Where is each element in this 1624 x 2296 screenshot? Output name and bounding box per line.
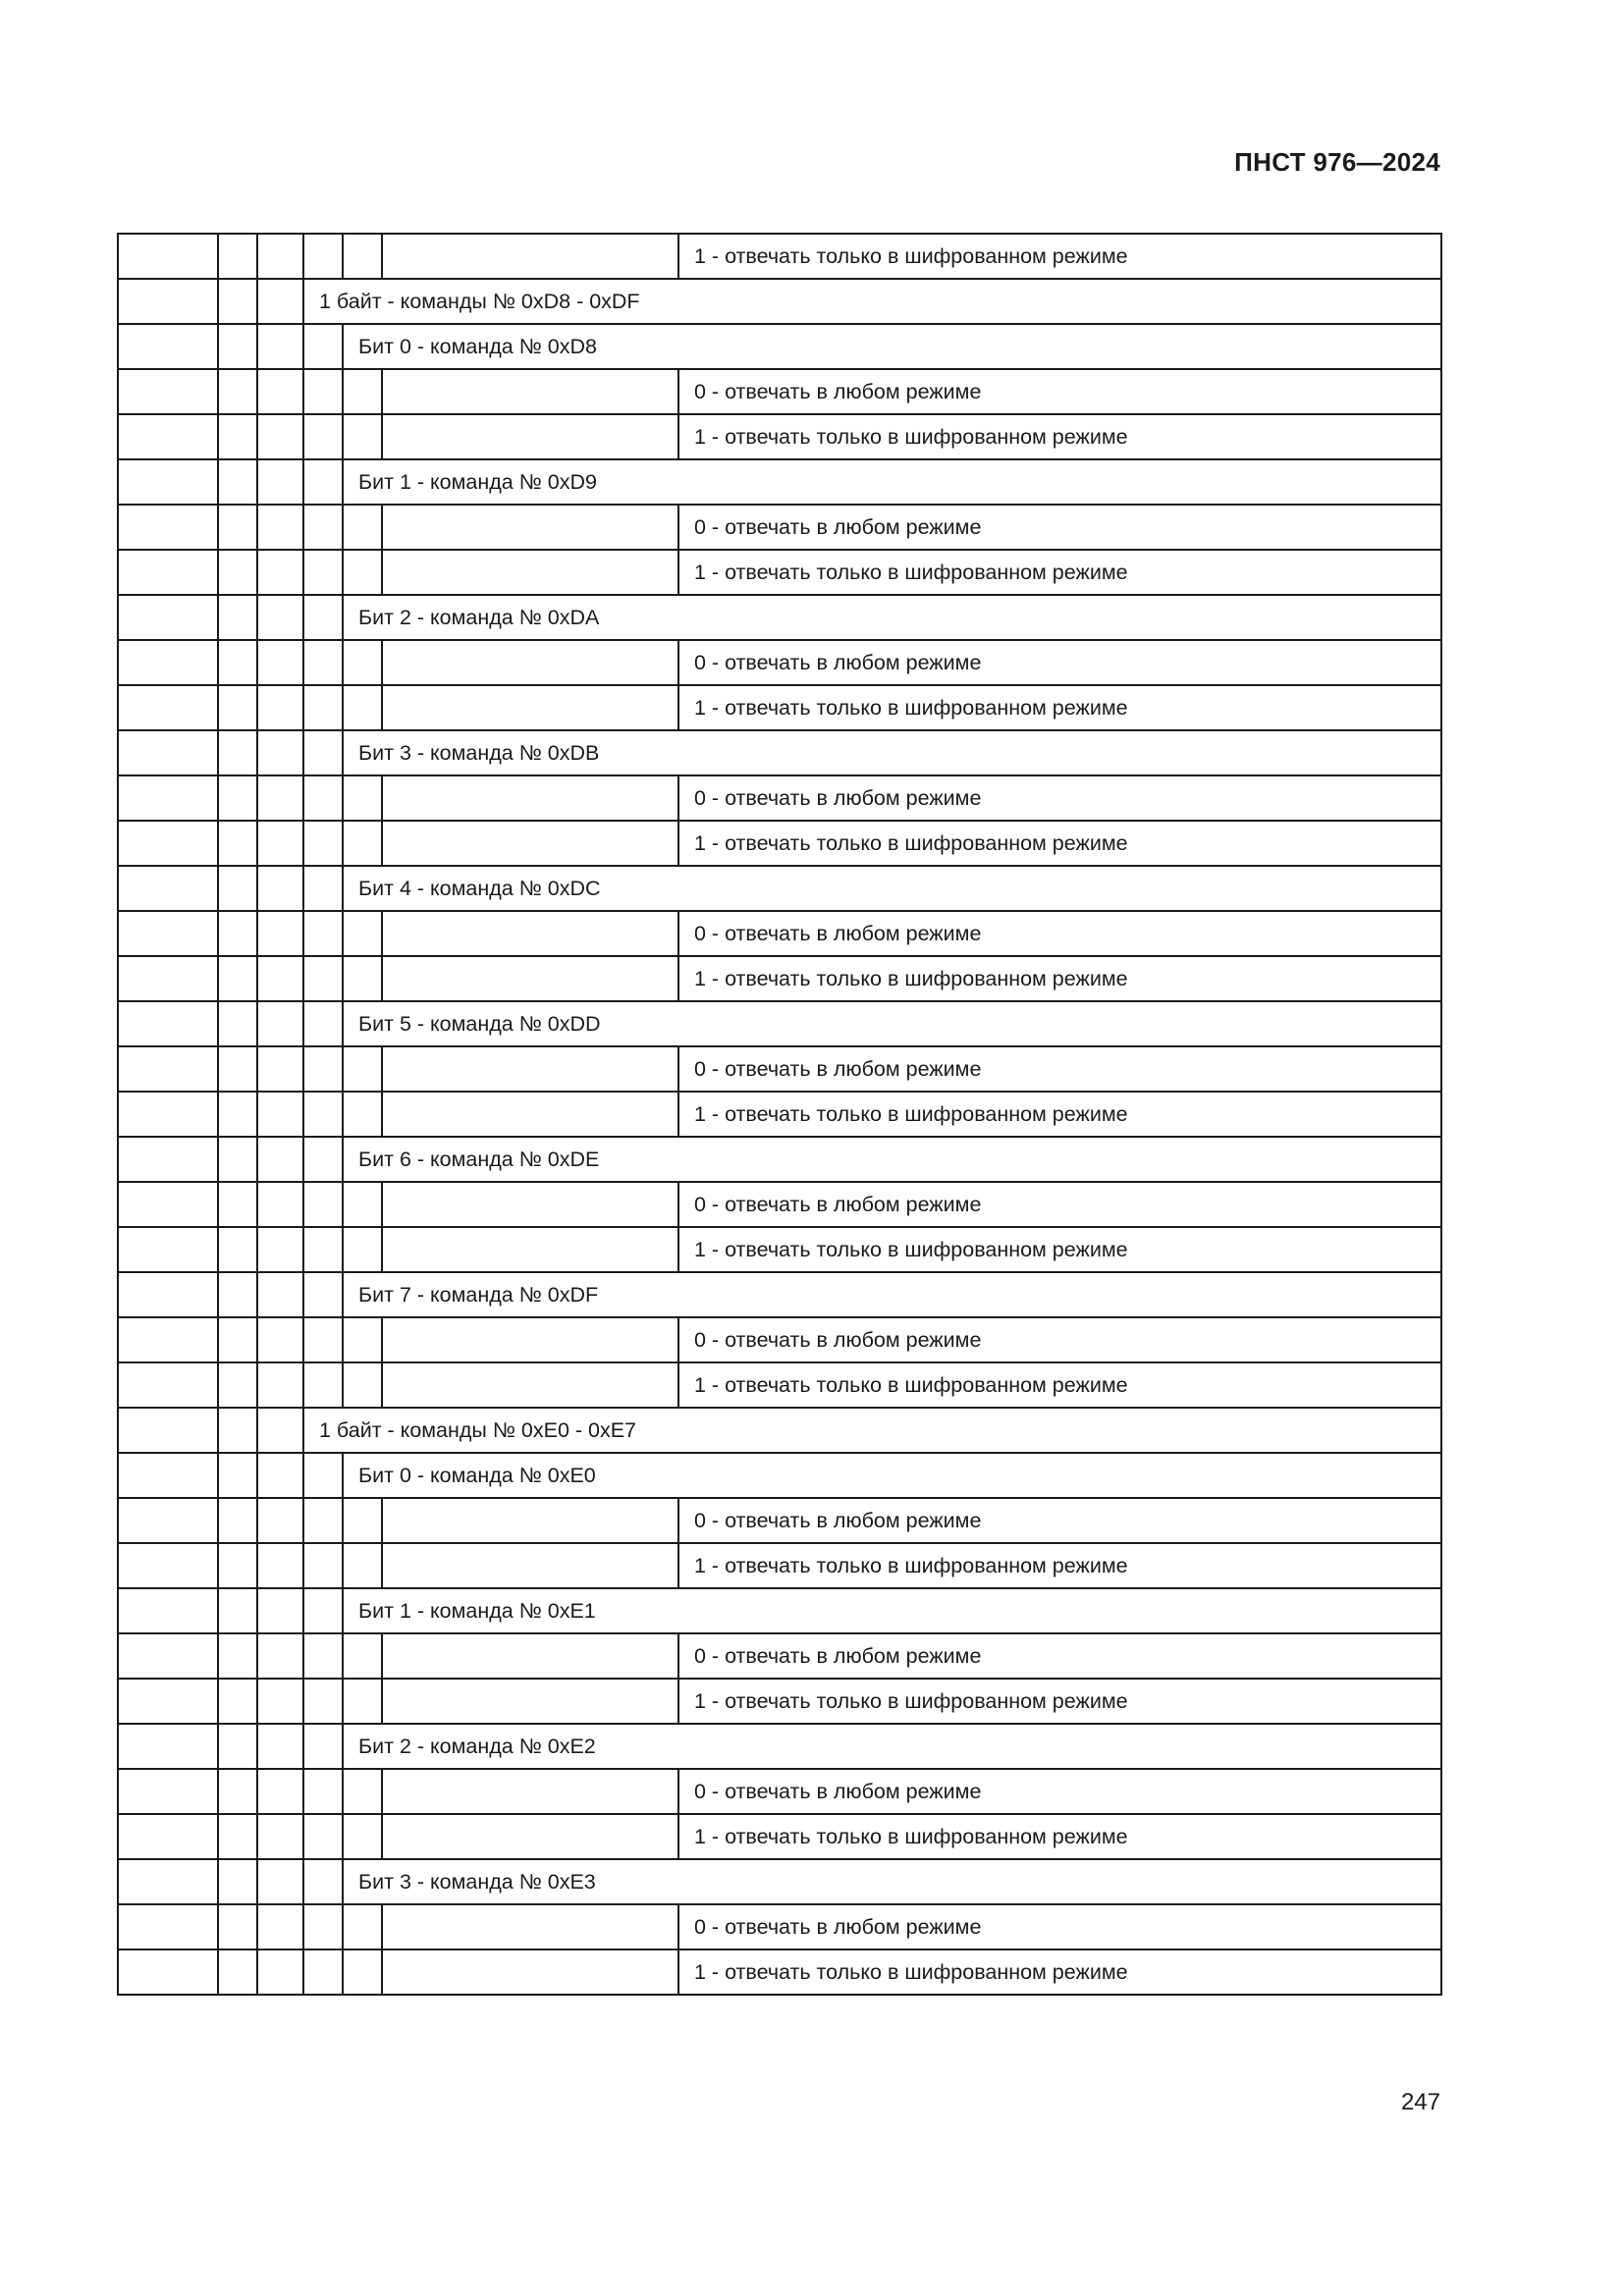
bit-label-cell: Бит 4 - команда № 0xDC: [343, 866, 1441, 911]
byte-label-cell: 1 байт - команды № 0xD8 - 0xDF: [303, 279, 1441, 324]
empty-cell: [303, 1498, 343, 1543]
empty-cell: [218, 1137, 257, 1182]
empty-cell: [218, 1362, 257, 1408]
empty-cell: [218, 459, 257, 505]
table-row: [118, 279, 1441, 324]
empty-cell: [303, 1949, 343, 1995]
empty-cell: [257, 821, 303, 866]
empty-cell: [218, 369, 257, 414]
value-cell: 0 - отвечать в любом режиме: [678, 775, 1441, 821]
byte-label-cell: 1 байт - команды № 0xE0 - 0xE7: [303, 1408, 1441, 1453]
table-row: [118, 1453, 1441, 1498]
empty-cell: [257, 550, 303, 595]
table-row: [118, 1859, 1441, 1904]
empty-cell: [118, 685, 218, 730]
empty-cell: [343, 911, 382, 956]
table-row: [118, 1949, 1441, 1995]
table-row: [118, 1137, 1441, 1182]
empty-cell: [303, 911, 343, 956]
empty-cell: [303, 1859, 343, 1904]
empty-cell: [118, 1362, 218, 1408]
table-row: [118, 1046, 1441, 1092]
empty-cell: [343, 1543, 382, 1588]
empty-cell: [382, 1949, 678, 1995]
value-cell: 1 - отвечать только в шифрованном режиме: [678, 956, 1441, 1001]
empty-cell: [257, 459, 303, 505]
table-row: [118, 866, 1441, 911]
empty-cell: [303, 1724, 343, 1769]
empty-cell: [303, 550, 343, 595]
empty-cell: [257, 911, 303, 956]
empty-cell: [257, 1092, 303, 1137]
empty-cell: [303, 1588, 343, 1633]
empty-cell: [382, 685, 678, 730]
empty-cell: [118, 595, 218, 640]
empty-cell: [118, 1046, 218, 1092]
empty-cell: [382, 1633, 678, 1679]
table-row: [118, 1588, 1441, 1633]
empty-cell: [257, 1679, 303, 1724]
empty-cell: [118, 1001, 218, 1046]
empty-cell: [257, 595, 303, 640]
value-cell: 1 - отвечать только в шифрованном режиме: [678, 1092, 1441, 1137]
empty-cell: [257, 1137, 303, 1182]
empty-cell: [382, 1182, 678, 1227]
empty-cell: [257, 866, 303, 911]
empty-cell: [257, 324, 303, 369]
empty-cell: [218, 414, 257, 459]
empty-cell: [218, 1408, 257, 1453]
command-bit-table: [117, 233, 1442, 1996]
empty-cell: [343, 369, 382, 414]
empty-cell: [343, 1814, 382, 1859]
bit-label-cell: Бит 3 - команда № 0xE3: [343, 1859, 1441, 1904]
empty-cell: [382, 1498, 678, 1543]
table-row: [118, 730, 1441, 775]
empty-cell: [257, 1859, 303, 1904]
empty-cell: [303, 1679, 343, 1724]
empty-cell: [303, 1317, 343, 1362]
value-cell: 1 - отвечать только в шифрованном режиме: [678, 685, 1441, 730]
empty-cell: [218, 1814, 257, 1859]
value-cell: 1 - отвечать только в шифрованном режиме: [678, 1362, 1441, 1408]
empty-cell: [118, 1588, 218, 1633]
empty-cell: [382, 1543, 678, 1588]
value-cell: 0 - отвечать в любом режиме: [678, 369, 1441, 414]
empty-cell: [118, 1227, 218, 1272]
table-row: [118, 1724, 1441, 1769]
empty-cell: [257, 279, 303, 324]
table-row: [118, 1227, 1441, 1272]
empty-cell: [257, 730, 303, 775]
bit-label-cell: Бит 2 - команда № 0xE2: [343, 1724, 1441, 1769]
empty-cell: [218, 640, 257, 685]
empty-cell: [382, 640, 678, 685]
empty-cell: [218, 685, 257, 730]
table-row: [118, 1092, 1441, 1137]
table-row: [118, 911, 1441, 956]
empty-cell: [303, 414, 343, 459]
empty-cell: [257, 1453, 303, 1498]
empty-cell: [118, 775, 218, 821]
empty-cell: [257, 414, 303, 459]
empty-cell: [303, 730, 343, 775]
empty-cell: [382, 821, 678, 866]
empty-cell: [303, 821, 343, 866]
empty-cell: [382, 1092, 678, 1137]
empty-cell: [257, 1317, 303, 1362]
empty-cell: [118, 1182, 218, 1227]
empty-cell: [382, 1814, 678, 1859]
table-row: [118, 414, 1441, 459]
value-cell: 0 - отвечать в любом режиме: [678, 1769, 1441, 1814]
empty-cell: [218, 1046, 257, 1092]
table-row: [118, 1904, 1441, 1949]
table-row: [118, 685, 1441, 730]
table-row: [118, 1769, 1441, 1814]
table-row: [118, 775, 1441, 821]
empty-cell: [382, 550, 678, 595]
empty-cell: [303, 775, 343, 821]
empty-cell: [303, 685, 343, 730]
empty-cell: [382, 1362, 678, 1408]
empty-cell: [303, 1633, 343, 1679]
bit-label-cell: Бит 1 - команда № 0xD9: [343, 459, 1441, 505]
page-number: 247: [1400, 2089, 1440, 2115]
empty-cell: [257, 1001, 303, 1046]
empty-cell: [343, 1769, 382, 1814]
table-row: [118, 640, 1441, 685]
table-row: [118, 550, 1441, 595]
empty-cell: [303, 1814, 343, 1859]
empty-cell: [218, 1182, 257, 1227]
empty-cell: [218, 1453, 257, 1498]
empty-cell: [343, 1949, 382, 1995]
table-row: [118, 1182, 1441, 1227]
value-cell: 0 - отвечать в любом режиме: [678, 1046, 1441, 1092]
bit-label-cell: Бит 7 - команда № 0xDF: [343, 1272, 1441, 1317]
table-row: [118, 1001, 1441, 1046]
empty-cell: [118, 640, 218, 685]
empty-cell: [118, 1904, 218, 1949]
empty-cell: [257, 1588, 303, 1633]
empty-cell: [343, 1046, 382, 1092]
empty-cell: [218, 1633, 257, 1679]
empty-cell: [257, 1814, 303, 1859]
empty-cell: [118, 459, 218, 505]
empty-cell: [257, 1633, 303, 1679]
empty-cell: [257, 1904, 303, 1949]
table-row: [118, 1814, 1441, 1859]
empty-cell: [343, 1904, 382, 1949]
table-row: [118, 1272, 1441, 1317]
empty-cell: [343, 775, 382, 821]
bit-label-cell: Бит 0 - команда № 0xE0: [343, 1453, 1441, 1498]
empty-cell: [303, 1001, 343, 1046]
value-cell: 0 - отвечать в любом режиме: [678, 1904, 1441, 1949]
empty-cell: [118, 1633, 218, 1679]
empty-cell: [218, 324, 257, 369]
bit-label-cell: Бит 3 - команда № 0xDB: [343, 730, 1441, 775]
table-row: [118, 1543, 1441, 1588]
empty-cell: [118, 1408, 218, 1453]
empty-cell: [343, 1679, 382, 1724]
empty-cell: [303, 1769, 343, 1814]
empty-cell: [343, 640, 382, 685]
empty-cell: [257, 1046, 303, 1092]
empty-cell: [118, 369, 218, 414]
table-row: [118, 821, 1441, 866]
empty-cell: [343, 821, 382, 866]
bit-label-cell: Бит 0 - команда № 0xD8: [343, 324, 1441, 369]
table-row: [118, 1408, 1441, 1453]
empty-cell: [118, 866, 218, 911]
empty-cell: [218, 775, 257, 821]
empty-cell: [303, 1543, 343, 1588]
empty-cell: [343, 505, 382, 550]
empty-cell: [257, 1362, 303, 1408]
empty-cell: [303, 324, 343, 369]
empty-cell: [257, 505, 303, 550]
value-cell: 1 - отвечать только в шифрованном режиме: [678, 1949, 1441, 1995]
empty-cell: [118, 1859, 218, 1904]
empty-cell: [218, 550, 257, 595]
empty-cell: [257, 775, 303, 821]
empty-cell: [118, 956, 218, 1001]
empty-cell: [343, 414, 382, 459]
empty-cell: [218, 595, 257, 640]
empty-cell: [343, 1317, 382, 1362]
empty-cell: [382, 1679, 678, 1724]
empty-cell: [218, 1724, 257, 1769]
empty-cell: [303, 1453, 343, 1498]
value-cell: 0 - отвечать в любом режиме: [678, 1182, 1441, 1227]
empty-cell: [257, 1272, 303, 1317]
value-cell: 0 - отвечать в любом режиме: [678, 911, 1441, 956]
empty-cell: [118, 279, 218, 324]
empty-cell: [118, 1679, 218, 1724]
table-row: [118, 1317, 1441, 1362]
empty-cell: [343, 234, 382, 279]
empty-cell: [218, 1904, 257, 1949]
empty-cell: [218, 505, 257, 550]
empty-cell: [382, 1904, 678, 1949]
table-row: [118, 1362, 1441, 1408]
empty-cell: [303, 459, 343, 505]
empty-cell: [343, 685, 382, 730]
empty-cell: [382, 1227, 678, 1272]
value-cell: 1 - отвечать только в шифрованном режиме: [678, 1679, 1441, 1724]
empty-cell: [303, 1182, 343, 1227]
empty-cell: [257, 956, 303, 1001]
value-cell: 1 - отвечать только в шифрованном режиме: [678, 550, 1441, 595]
empty-cell: [303, 1227, 343, 1272]
empty-cell: [382, 775, 678, 821]
table-row: [118, 956, 1441, 1001]
empty-cell: [218, 1859, 257, 1904]
table-row: [118, 459, 1441, 505]
empty-cell: [218, 866, 257, 911]
empty-cell: [118, 1092, 218, 1137]
table-row: [118, 505, 1441, 550]
bit-label-cell: Бит 5 - команда № 0xDD: [343, 1001, 1441, 1046]
empty-cell: [118, 1769, 218, 1814]
empty-cell: [303, 956, 343, 1001]
empty-cell: [118, 730, 218, 775]
table-row: [118, 595, 1441, 640]
empty-cell: [218, 1092, 257, 1137]
empty-cell: [303, 1272, 343, 1317]
empty-cell: [343, 1092, 382, 1137]
empty-cell: [218, 1227, 257, 1272]
empty-cell: [257, 1543, 303, 1588]
empty-cell: [118, 324, 218, 369]
bit-label-cell: Бит 2 - команда № 0xDA: [343, 595, 1441, 640]
value-cell: 1 - отвечать только в шифрованном режиме: [678, 1814, 1441, 1859]
empty-cell: [218, 279, 257, 324]
empty-cell: [257, 1408, 303, 1453]
bit-label-cell: Бит 1 - команда № 0xE1: [343, 1588, 1441, 1633]
empty-cell: [118, 1814, 218, 1859]
empty-cell: [343, 550, 382, 595]
empty-cell: [382, 956, 678, 1001]
table-row: [118, 369, 1441, 414]
empty-cell: [303, 505, 343, 550]
empty-cell: [303, 1137, 343, 1182]
empty-cell: [118, 1724, 218, 1769]
empty-cell: [382, 505, 678, 550]
empty-cell: [382, 1046, 678, 1092]
empty-cell: [218, 1679, 257, 1724]
empty-cell: [218, 1543, 257, 1588]
empty-cell: [118, 550, 218, 595]
empty-cell: [303, 640, 343, 685]
empty-cell: [218, 1949, 257, 1995]
empty-cell: [118, 234, 218, 279]
bit-label-cell: Бит 6 - команда № 0xDE: [343, 1137, 1441, 1182]
empty-cell: [118, 1317, 218, 1362]
value-cell: 0 - отвечать в любом режиме: [678, 505, 1441, 550]
value-cell: 1 - отвечать только в шифрованном режиме: [678, 1543, 1441, 1588]
table-row: [118, 234, 1441, 279]
empty-cell: [303, 234, 343, 279]
table-row: [118, 1679, 1441, 1724]
empty-cell: [118, 505, 218, 550]
empty-cell: [303, 1092, 343, 1137]
empty-cell: [218, 911, 257, 956]
empty-cell: [303, 369, 343, 414]
empty-cell: [118, 1137, 218, 1182]
table-row: [118, 1498, 1441, 1543]
empty-cell: [118, 1453, 218, 1498]
empty-cell: [118, 1543, 218, 1588]
empty-cell: [118, 1272, 218, 1317]
empty-cell: [218, 1272, 257, 1317]
empty-cell: [218, 821, 257, 866]
empty-cell: [118, 414, 218, 459]
empty-cell: [257, 1949, 303, 1995]
empty-cell: [343, 1498, 382, 1543]
empty-cell: [118, 1949, 218, 1995]
empty-cell: [218, 956, 257, 1001]
empty-cell: [382, 414, 678, 459]
empty-cell: [382, 1317, 678, 1362]
empty-cell: [382, 234, 678, 279]
empty-cell: [218, 1001, 257, 1046]
value-cell: 1 - отвечать только в шифрованном режиме: [678, 1227, 1441, 1272]
empty-cell: [218, 234, 257, 279]
table-row: [118, 324, 1441, 369]
table-row: [118, 1633, 1441, 1679]
empty-cell: [382, 911, 678, 956]
empty-cell: [382, 369, 678, 414]
empty-cell: [257, 369, 303, 414]
empty-cell: [218, 730, 257, 775]
empty-cell: [303, 866, 343, 911]
empty-cell: [218, 1498, 257, 1543]
empty-cell: [257, 1227, 303, 1272]
empty-cell: [118, 1498, 218, 1543]
empty-cell: [257, 1182, 303, 1227]
empty-cell: [303, 1046, 343, 1092]
empty-cell: [343, 956, 382, 1001]
empty-cell: [303, 1904, 343, 1949]
value-cell: 1 - отвечать только в шифрованном режиме: [678, 234, 1441, 279]
empty-cell: [382, 1769, 678, 1814]
document-code: ПНСТ 976—2024: [1234, 147, 1440, 177]
empty-cell: [118, 911, 218, 956]
empty-cell: [343, 1227, 382, 1272]
empty-cell: [343, 1182, 382, 1227]
empty-cell: [257, 640, 303, 685]
empty-cell: [218, 1769, 257, 1814]
empty-cell: [257, 234, 303, 279]
value-cell: 0 - отвечать в любом режиме: [678, 1317, 1441, 1362]
empty-cell: [303, 1362, 343, 1408]
value-cell: 0 - отвечать в любом режиме: [678, 640, 1441, 685]
value-cell: 1 - отвечать только в шифрованном режиме: [678, 821, 1441, 866]
empty-cell: [303, 595, 343, 640]
empty-cell: [218, 1317, 257, 1362]
empty-cell: [218, 1588, 257, 1633]
value-cell: 0 - отвечать в любом режиме: [678, 1633, 1441, 1679]
empty-cell: [257, 1498, 303, 1543]
empty-cell: [257, 685, 303, 730]
empty-cell: [343, 1362, 382, 1408]
empty-cell: [257, 1769, 303, 1814]
empty-cell: [343, 1633, 382, 1679]
value-cell: 1 - отвечать только в шифрованном режиме: [678, 414, 1441, 459]
empty-cell: [118, 821, 218, 866]
empty-cell: [257, 1724, 303, 1769]
value-cell: 0 - отвечать в любом режиме: [678, 1498, 1441, 1543]
